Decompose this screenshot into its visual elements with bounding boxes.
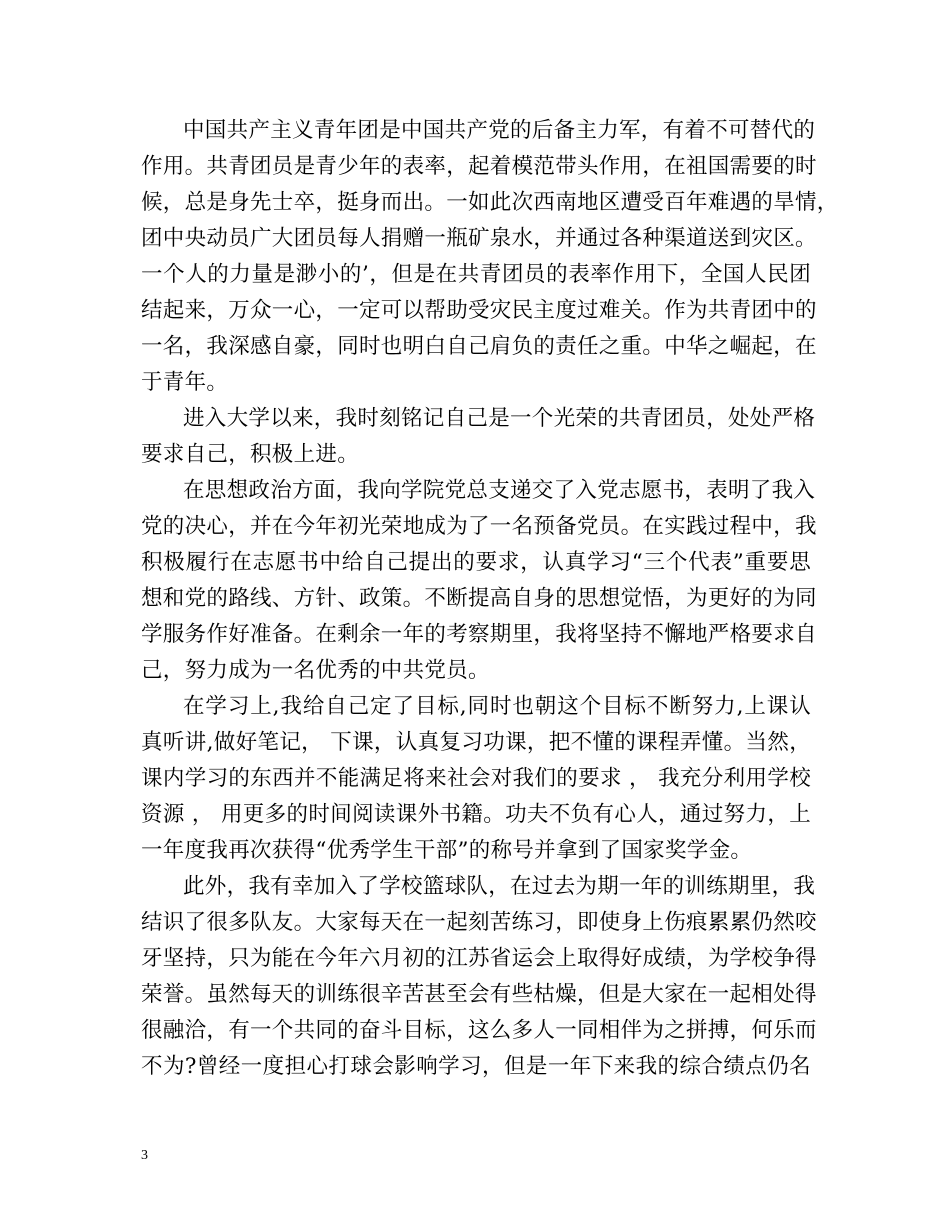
text-line: 不为?曾经一度担心打球会影响学习，但是一年下来我的综合绩点仍名	[141, 1054, 811, 1079]
text-line: 结识了很多队友。大家每天在一起刻苦练习，即使身上伤痕累累仍然咬	[141, 910, 817, 935]
text-line: 己，努力成为一名优秀的中共党员。	[141, 658, 490, 683]
text-line: 荣誉。虽然每天的训练很辛苦甚至会有些枯燥，但是大家在一起相处得	[141, 982, 817, 1007]
text-line: 团中央动员广大团员每人捐赠一瓶矿泉水，并通过各种渠道送到灾区。	[141, 226, 817, 251]
text-line: 党的决心，并在今年初光荣地成为了一名预备党员。在实践过程中，我	[141, 514, 817, 539]
text-line: 学服务作好准备。在剩余一年的考察期里，我将坚持不懈地严格要求自	[141, 622, 817, 647]
text-line: 一年度我再次获得“优秀学生干部”的称号并拿到了国家奖学金。	[141, 838, 753, 863]
text-line: 此外，我有幸加入了学校篮球队，在过去为期一年的训练期里，我	[183, 874, 816, 899]
page-number: 3	[141, 1148, 148, 1163]
text-line: 要求自己，积极上进。	[141, 442, 360, 467]
text-line: 进入大学以来，我时刻铭记自己是一个光荣的共青团员，处处严格	[183, 406, 816, 431]
text-line: 结起来，万众一心，一定可以帮助受灾民主度过难关。作为共青团中的	[141, 298, 817, 323]
text-line: 课内学习的东西并不能满足将来社会对我们的要求 ， 我充分利用学校	[141, 766, 811, 791]
text-line: 作用。共青团员是青少年的表率，起着模范带头作用，在祖国需要的时	[141, 154, 817, 179]
text-line: 中国共产主义青年团是中国共产党的后备主力军，有着不可替代的	[183, 118, 816, 143]
text-line: 想和党的路线、方针、政策。不断提高自身的思想觉悟，为更好的为同	[141, 586, 817, 611]
text-line: 真听讲,做好笔记， 下课，认真复习功课，把不懂的课程弄懂。当然，	[141, 730, 811, 755]
text-line: 于青年。	[141, 370, 229, 395]
text-line: 资源 ， 用更多的时间阅读课外书籍。功夫不负有心人，通过努力，上	[141, 802, 811, 827]
text-line: 积极履行在志愿书中给自己提出的要求，认真学习“三个代表”重要思	[141, 550, 811, 575]
text-line: 一个人的力量是渺小的’，但是在共青团员的表率作用下，全国人民团	[141, 262, 811, 287]
text-line: 牙坚持，只为能在今年六月初的江苏省运会上取得好成绩，为学校争得	[141, 946, 817, 971]
text-line: 在学习上,我给自己定了目标,同时也朝这个目标不断努力,上课认	[183, 694, 811, 719]
text-line: 很融洽，有一个共同的奋斗目标，这么多人一同相伴为之拼搏，何乐而	[141, 1018, 817, 1043]
text-line: 在思想政治方面，我向学院党总支递交了入党志愿书，表明了我入	[183, 478, 816, 503]
text-line: 一名，我深感自豪，同时也明白自己肩负的责任之重。中华之崛起，在	[141, 334, 817, 359]
text-line: 候，总是身先士卒，挺身而出。一如此次西南地区遭受百年难遇的旱情，	[141, 190, 839, 215]
